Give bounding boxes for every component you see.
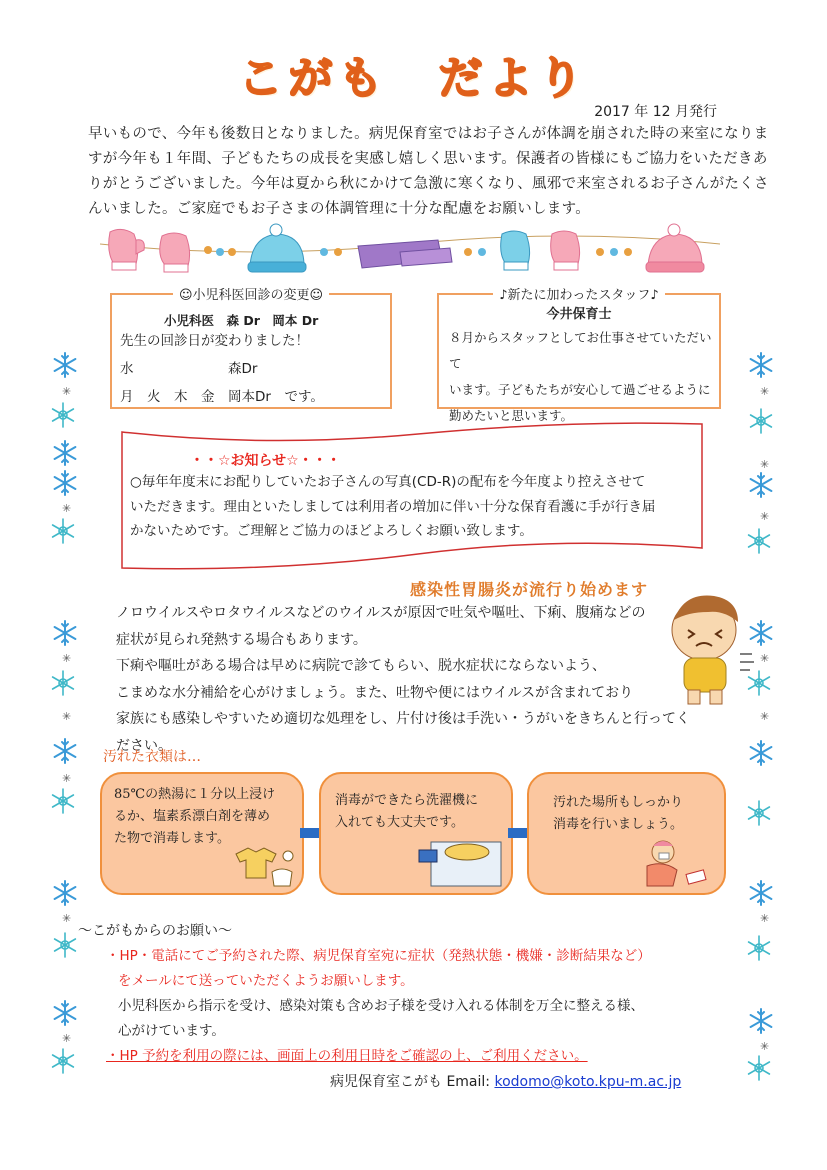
knit-hat-icon [248, 224, 306, 272]
requests-title: ～こがもからのお願い～ [78, 923, 232, 939]
star-icon: ✳ [760, 385, 770, 398]
star-icon: ✳ [62, 1032, 72, 1045]
pediatric-line: 先生の回診日が変わりました！ [120, 333, 309, 349]
footer-label: 病児保育室こがも Email: [330, 1074, 495, 1090]
snowflake-icon [50, 402, 76, 428]
star-icon: ✳ [62, 772, 72, 785]
mitten-icon [109, 229, 145, 270]
notice-line: いただきます。理由といたしましては利用者の増加に伴い十分な保育看護に手が行き届 [130, 498, 656, 515]
snowflake-icon [52, 738, 78, 764]
new-staff-box [437, 288, 721, 423]
scarf-icon [358, 240, 452, 268]
star-icon: ✳ [62, 502, 72, 515]
pediatric-line: 水 森Dr [120, 361, 258, 377]
pediatric-line: 月 火 木 金 岡本Dr です。 [120, 389, 324, 405]
snowflake-icon [50, 518, 76, 544]
email-link[interactable]: kodomo@koto.kpu-m.ac.jp [494, 1074, 682, 1090]
snowflake-icon [50, 788, 76, 814]
snowflake-icon [748, 408, 774, 434]
laundry-step-1 [100, 772, 304, 895]
staff-line: います。子どもたちが安心して過ごせるように [449, 382, 711, 397]
snowflake-icon [50, 670, 76, 696]
star-icon: ✳ [760, 652, 770, 665]
pediatric-rounds-box [110, 288, 392, 409]
step-text: 入れても大丈夫です。 [335, 815, 464, 830]
staff-name: 今井保育士 [546, 307, 612, 322]
step-text: 汚れた場所もしっかり [553, 795, 684, 810]
star-icon: ✳ [62, 912, 72, 925]
request-line: 心がけています。 [118, 1023, 225, 1039]
snowflake-icon [748, 352, 774, 378]
snowflake-icon [746, 528, 772, 554]
contact-footer [330, 1071, 681, 1091]
star-icon: ✳ [62, 710, 72, 723]
step-text: るか、塩素系漂白剤を薄め [114, 809, 271, 824]
laundry-step-3 [527, 772, 726, 895]
notice-title: ・・☆お知らせ☆・・・ [190, 453, 341, 469]
gastro-line: 下痢や嘔吐がある場合は早めに病院で診てもらい、脱水症状にならないよう、 [116, 658, 606, 674]
snowflake-icon [746, 1055, 772, 1081]
request-line: ・HP・電話にてご予約された際、病児保育室宛に症状（発熱状態・機嫌・診断結果など） [106, 948, 651, 964]
laundry-step-2 [319, 772, 513, 895]
intro-paragraph [88, 122, 769, 222]
notice-body [130, 470, 700, 544]
gastro-body [116, 600, 726, 759]
request-line: をメールにて送っていただくようお願いします。 [118, 973, 414, 989]
snowflake-icon [748, 880, 774, 906]
staff-line: ８月からスタッフとしてお仕事させていただいて [449, 330, 712, 371]
gastro-line: ノロウイルスやロタウイルスなどのウイルスが原因で吐気や嘔吐、下痢、腹痛などの [116, 605, 646, 621]
snowflake-icon [746, 800, 772, 826]
pediatric-box-title: ☺小児科医回診の変更☺ [173, 288, 329, 303]
snowflake-icon [52, 470, 78, 496]
clothes-icon [232, 846, 302, 890]
star-icon: ✳ [760, 1040, 770, 1053]
winter-garland-illustration [100, 222, 720, 280]
gastro-title: 感染性胃腸炎が流行り始めます [410, 580, 649, 599]
snowflake-icon [52, 352, 78, 378]
star-icon: ✳ [760, 912, 770, 925]
step-text: た物で消毒します。 [114, 831, 230, 846]
snowflake-icon [748, 740, 774, 766]
step-text: 消毒ができたら洗濯機に [335, 793, 479, 808]
staff-line: 勤めたいと思います。 [449, 408, 574, 423]
gastro-line: 家族にも感染しやすいため適切な処理をし、片付け後は手洗い・うがいをきちんと行ってく [116, 711, 690, 727]
snowflake-icon [746, 935, 772, 961]
step-text: 85℃の熱湯に１分以上浸け [114, 787, 276, 802]
star-icon: ✳ [760, 458, 770, 471]
request-line: ・HP 予約を利用の際には、画面上の利用日時をご確認の上、ご利用ください。 [106, 1048, 588, 1064]
step-text: 消毒を行いましょう。 [553, 817, 684, 832]
star-icon: ✳ [62, 385, 72, 398]
intro-line: 早いもので、今年も後数日となりました。病児保育室ではお子さんが体調を崩された時の来室になりま [88, 126, 769, 142]
newsletter-title: こがも だより [238, 53, 589, 104]
snowflake-icon [50, 1048, 76, 1074]
staff-box-title: ♪新たに加わったスタッフ♪ [493, 288, 664, 303]
gastro-line: こまめな水分補給を心がけましょう。また、吐物や便にはウイルスが含まれており [116, 684, 634, 701]
snowflake-icon [52, 932, 78, 958]
star-icon: ✳ [760, 510, 770, 523]
intro-line: すが今年も１年間、子どもたちの成長を実感し嬉しく思います。保護者の皆様にもご協力をいただきあ [88, 151, 768, 167]
gastro-line: ださい。 [116, 737, 172, 754]
requests-list [106, 944, 726, 1069]
snowflake-icon [52, 440, 78, 466]
snowflake-icon [52, 1000, 78, 1026]
notice-line: ○毎年年度末にお配りしていたお子さんの写真(CD-R)の配布を今年度より控えさせて [130, 474, 646, 490]
pediatric-doctors: 小児科医 森 Dr 岡本 Dr [164, 313, 319, 328]
cleaning-person-icon [637, 836, 717, 890]
notice-line: かないためです。ご理解とご協力のほどよろしくお願い致します。 [130, 523, 533, 539]
washing-machine-icon [417, 834, 507, 890]
dirty-clothes-label: 汚れた衣類は… [103, 749, 201, 765]
snowflake-icon [52, 620, 78, 646]
issue-date: 2017 年 12 月発行 [594, 104, 717, 120]
snowflake-icon [52, 880, 78, 906]
request-line: 小児科医から指示を受け、感染対策も含めお子様を受け入れる体制を万全に整える様、 [118, 998, 644, 1014]
snowflake-icon [748, 472, 774, 498]
star-icon: ✳ [760, 710, 770, 723]
star-icon: ✳ [62, 652, 72, 665]
gastro-line: 症状が見られ発熱する場合もあります。 [116, 631, 367, 648]
sick-child-illustration [660, 590, 760, 710]
intro-line: んいました。ご家庭でもお子さまの体調管理に十分な配慮をお願いします。 [88, 201, 591, 217]
snowflake-icon [748, 1008, 774, 1034]
intro-line: りがとうございました。今年は夏から秋にかけて急激に寒くなり、風邪で来室されるお子さんがたくさ [88, 176, 769, 192]
